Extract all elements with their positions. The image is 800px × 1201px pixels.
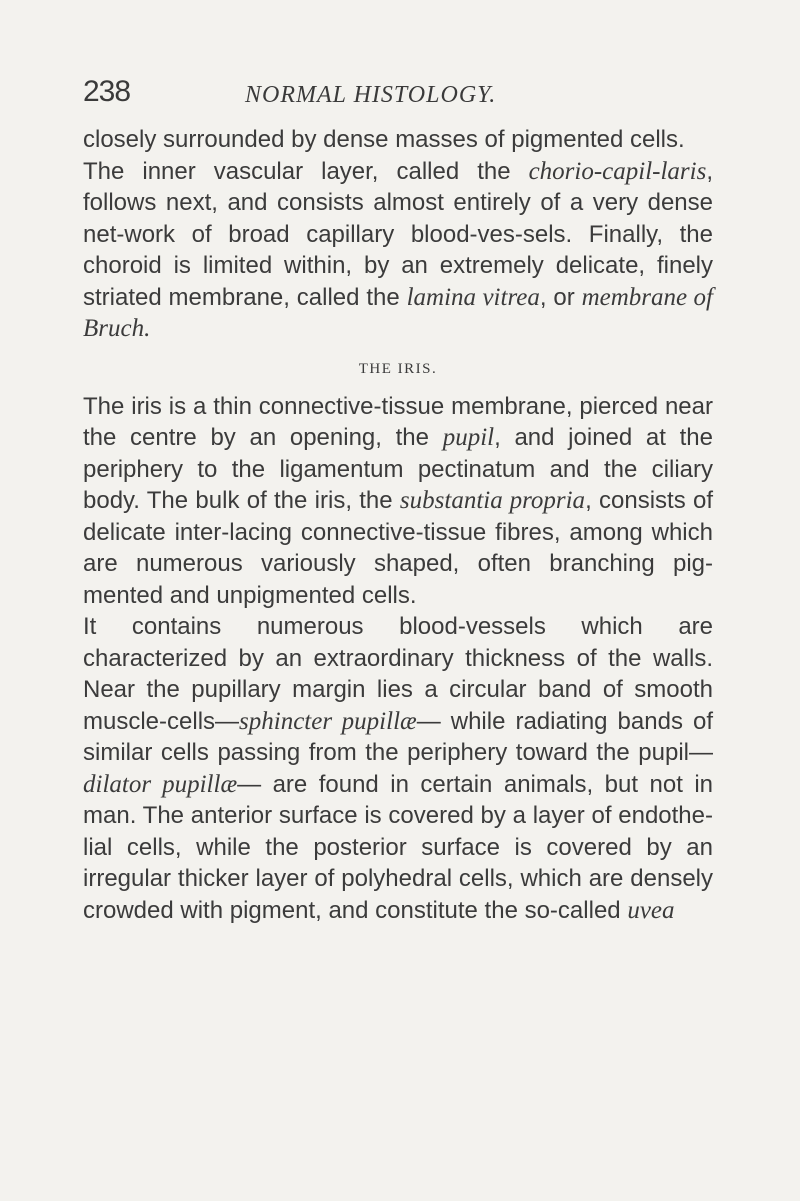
paragraph-continuation bbox=[83, 124, 713, 156]
paragraph-chorio-capillaris bbox=[83, 156, 713, 345]
running-head bbox=[83, 76, 723, 116]
paragraph-text: The inner vascular layer, called the bbox=[83, 157, 529, 185]
paragraph-text: The iris is a thin connective-tissue membrane, pierced near the centre by an opening, the bbox=[83, 392, 713, 451]
paragraph-text: — while radiating bands of similar cells passing from the periphery toward the pupil— bbox=[83, 707, 713, 766]
paragraph-blood-vessels bbox=[83, 611, 713, 926]
paragraph-text: , and joined at the periphery to the ligamentum pectinatum and the ciliary body. The bulk of the iris, the bbox=[83, 424, 713, 514]
term-sphincter-pupillae: sphincter pupillæ bbox=[239, 707, 417, 735]
term-uvea: uvea bbox=[627, 896, 675, 924]
paragraph-text: , consists of delicate inter-lacing connective-tissue fibres, among which are numerous variously shaped, often branching pig-mented and unpigmented cells. bbox=[83, 487, 714, 609]
paragraph-text: It contains numerous blood-vessels which are characterized by an extraordinary thickness of the walls. Near the pupillary margin lies a circular band of smooth muscle-cells— bbox=[83, 613, 713, 735]
paragraph-text: , or bbox=[539, 283, 582, 311]
running-title: NORMAL HISTOLOGY. bbox=[245, 82, 497, 108]
term-dilator-pupillae: dilator pupillæ bbox=[83, 770, 238, 798]
section-heading: THE IRIS. bbox=[358, 360, 438, 377]
body-text bbox=[83, 124, 713, 926]
term-substantia-propria: substantia propria bbox=[399, 487, 586, 514]
paragraph-text: closely surrounded by dense masses of pigmented cells. bbox=[83, 126, 685, 153]
term-membrane-of-bruch: membrane of Bruch. bbox=[83, 283, 713, 342]
paragraph-text: , follows next, and consists almost entirely of a very dense net-work of broad capillary blood-ves-sels. Finally, the choroid is limited within, by an extremely delicate, finely striated membrane, called the bbox=[83, 157, 713, 311]
term-pupil: pupil bbox=[442, 424, 495, 451]
term-lamina-vitrea: lamina vitrea bbox=[406, 283, 540, 311]
page-number: 238 bbox=[83, 75, 131, 108]
paragraph-text: — are found in certain animals, but not in man. The anterior surface is covered by a layer of endothe-lial cells, while the posterior surface is covered by an irregular thicker layer of polyhedral cells, which are densely crowded with pigment, and constitute the so-called bbox=[83, 770, 713, 924]
paragraph-iris bbox=[83, 391, 713, 612]
term-chorio-capillaris: chorio-capil-laris bbox=[528, 157, 707, 185]
